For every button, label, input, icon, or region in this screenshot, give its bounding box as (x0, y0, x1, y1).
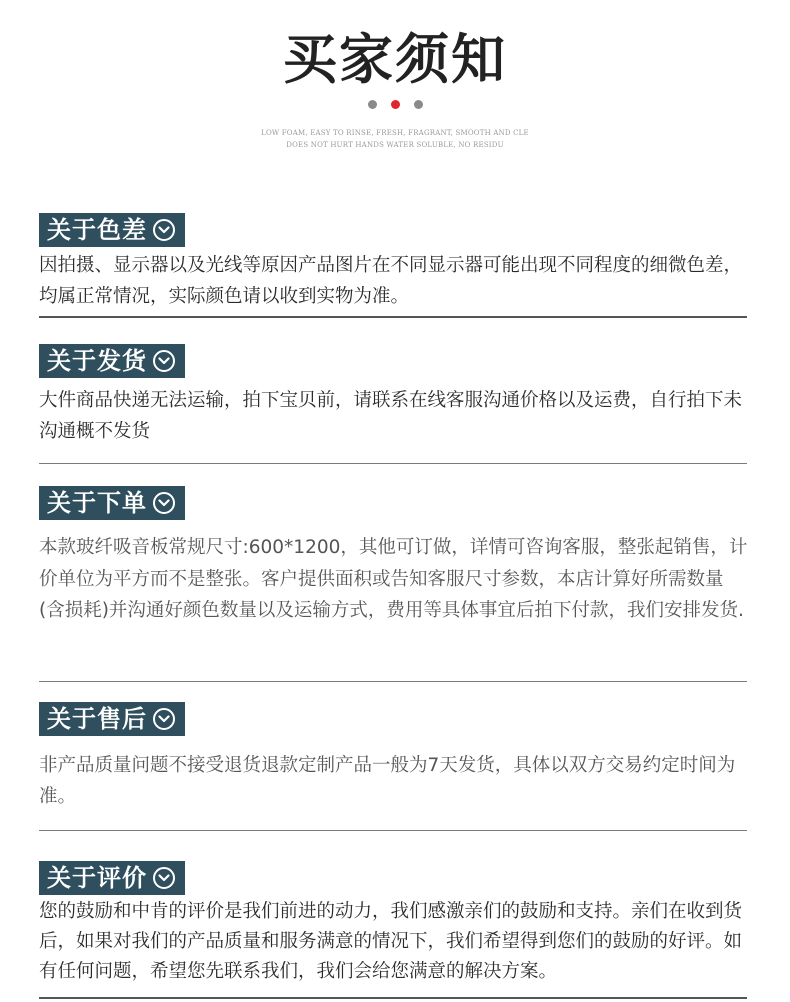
section-badge (39, 702, 185, 736)
section-text: 因拍摄、显示器以及光线等原因产品图片在不同显示器可能出现不同程度的细微色差，均属正常情况，实际颜色请以收到实物为准。 (39, 255, 743, 307)
section-title: 关于下单 (47, 489, 147, 517)
red-dot (391, 100, 400, 109)
section-badge (39, 861, 185, 895)
section-title: 关于评价 (47, 864, 147, 892)
section-badge (39, 213, 185, 247)
section-after-sales (39, 702, 749, 812)
gray-dot (414, 100, 423, 109)
gray-dot (368, 100, 377, 109)
header (0, 0, 790, 200)
section-color-difference (39, 213, 749, 312)
divider (39, 463, 747, 464)
chevron-down-circle-icon (153, 219, 175, 241)
section-text: 您的鼓励和中肯的评价是我们前进的动力，我们感激亲们的鼓励和支持。亲们在收到货后，如果对我们的产品质量和服务满意的情况下，我们希望得到您们的鼓励的好评。如有任何问题，希望您先联系我们，我们会给您满意的解决方案。 (39, 901, 743, 982)
chevron-down-circle-icon (153, 350, 175, 372)
chevron-down-circle-icon (153, 492, 175, 514)
section-reviews (39, 861, 749, 987)
page-title: 买家须知 (283, 28, 507, 91)
divider (39, 316, 747, 318)
divider (39, 830, 747, 831)
section-title: 关于售后 (47, 705, 147, 733)
tagline (0, 127, 790, 151)
section-text: 本款玻纤吸音板常规尺寸:600*1200，其他可订做，详情可咨询客服，整张起销售，计价单位为平方而不是整张。客户提供面积或告知客服尺寸参数，本店计算好所需数量(含损耗)并沟通好颜色数量以及运输方式，费用等具体事宜后拍下付款，我们安排发货. (39, 537, 748, 621)
section-text: 非产品质量问题不接受退货退款定制产品一般为7天发货，具体以双方交易约定时间为准。 (39, 755, 736, 807)
chevron-down-circle-icon (153, 708, 175, 730)
divider (39, 681, 747, 682)
divider (39, 997, 747, 999)
section-badge (39, 344, 185, 378)
tagline-line-2: DOES NOT HURT HANDS WATER SOLUBLE, NO RESIDU (286, 141, 504, 149)
section-ordering (39, 486, 749, 627)
section-text: 大件商品快递无法运输，拍下宝贝前，请联系在线客服沟通价格以及运费，自行拍下未沟通概不发货 (39, 390, 743, 442)
section-badge (39, 486, 185, 520)
section-shipping (39, 344, 749, 447)
chevron-down-circle-icon (153, 867, 175, 889)
section-title: 关于色差 (47, 216, 147, 244)
decorative-dots (0, 100, 790, 109)
section-title: 关于发货 (47, 347, 147, 375)
tagline-line-1: LOW FOAM, EASY TO RINSE, FRESH, FRAGRANT, SMOOTH AND CLE (261, 129, 529, 137)
